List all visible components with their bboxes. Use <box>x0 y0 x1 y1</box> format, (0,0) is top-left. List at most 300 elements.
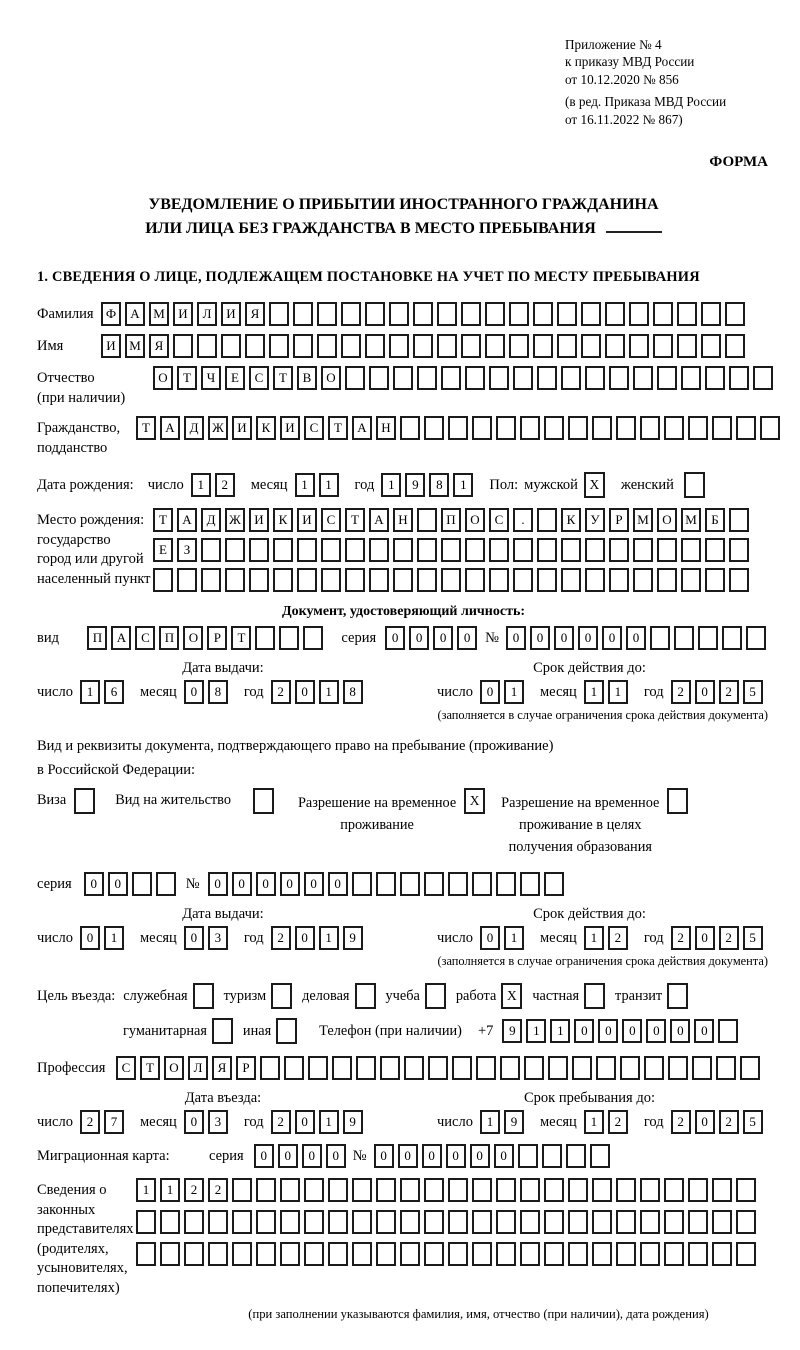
char-box[interactable]: А <box>111 626 131 650</box>
char-box[interactable]: Т <box>345 508 365 532</box>
char-box[interactable] <box>544 416 564 440</box>
char-box[interactable] <box>245 334 265 358</box>
char-box[interactable]: Ж <box>225 508 245 532</box>
char-box[interactable]: 1 <box>550 1019 570 1043</box>
char-box[interactable] <box>279 626 299 650</box>
char-box[interactable]: 0 <box>530 626 550 650</box>
char-box[interactable] <box>520 1178 540 1202</box>
char-box[interactable] <box>753 366 773 390</box>
char-box[interactable] <box>303 626 323 650</box>
char-box[interactable] <box>417 568 437 592</box>
char-box[interactable] <box>760 416 780 440</box>
date-char-box[interactable]: 1 <box>480 1110 500 1134</box>
char-box[interactable] <box>208 1242 228 1266</box>
date-char-box[interactable]: 6 <box>104 680 124 704</box>
char-box[interactable]: 0 <box>670 1019 690 1043</box>
char-box[interactable] <box>365 302 385 326</box>
char-box[interactable] <box>568 416 588 440</box>
char-box[interactable] <box>280 1242 300 1266</box>
char-box[interactable] <box>605 302 625 326</box>
char-box[interactable]: И <box>249 508 269 532</box>
char-box[interactable]: М <box>149 302 169 326</box>
date-char-box[interactable]: 0 <box>295 1110 315 1134</box>
char-box[interactable]: И <box>173 302 193 326</box>
char-box[interactable] <box>557 302 577 326</box>
char-box[interactable] <box>592 1210 612 1234</box>
char-box[interactable] <box>308 1056 328 1080</box>
char-box[interactable] <box>424 1178 444 1202</box>
char-box[interactable]: 0 <box>578 626 598 650</box>
date-char-box[interactable]: 1 <box>295 473 315 497</box>
purpose-option-checkbox[interactable] <box>193 983 214 1009</box>
char-box[interactable]: А <box>125 302 145 326</box>
char-box[interactable]: 1 <box>136 1178 156 1202</box>
char-box[interactable]: 0 <box>646 1019 666 1043</box>
char-box[interactable] <box>393 538 413 562</box>
char-box[interactable]: Ж <box>208 416 228 440</box>
char-box[interactable] <box>520 416 540 440</box>
char-box[interactable]: 0 <box>506 626 526 650</box>
char-box[interactable] <box>736 1210 756 1234</box>
char-box[interactable] <box>293 302 313 326</box>
purpose-option-checkbox[interactable] <box>667 983 688 1009</box>
char-box[interactable] <box>620 1056 640 1080</box>
char-box[interactable] <box>365 334 385 358</box>
char-box[interactable] <box>297 538 317 562</box>
date-char-box[interactable]: 2 <box>271 1110 291 1134</box>
char-box[interactable] <box>520 1242 540 1266</box>
char-box[interactable] <box>729 508 749 532</box>
char-box[interactable]: О <box>657 508 677 532</box>
char-box[interactable]: Н <box>393 508 413 532</box>
char-box[interactable] <box>633 538 653 562</box>
char-box[interactable] <box>400 872 420 896</box>
char-box[interactable]: В <box>297 366 317 390</box>
char-box[interactable] <box>640 1178 660 1202</box>
char-box[interactable] <box>448 1242 468 1266</box>
char-box[interactable] <box>701 302 721 326</box>
char-box[interactable]: Т <box>140 1056 160 1080</box>
char-box[interactable] <box>712 416 732 440</box>
char-box[interactable] <box>345 568 365 592</box>
char-box[interactable]: 0 <box>622 1019 642 1043</box>
char-box[interactable] <box>629 334 649 358</box>
char-box[interactable]: О <box>321 366 341 390</box>
char-box[interactable]: Н <box>376 416 396 440</box>
char-box[interactable] <box>393 568 413 592</box>
char-box[interactable]: 0 <box>328 872 348 896</box>
char-box[interactable] <box>561 568 581 592</box>
gender-female-checkbox[interactable] <box>684 472 705 498</box>
date-char-box[interactable]: 3 <box>208 926 228 950</box>
char-box[interactable]: 0 <box>470 1144 490 1168</box>
char-box[interactable] <box>585 538 605 562</box>
char-box[interactable] <box>592 1242 612 1266</box>
char-box[interactable]: С <box>321 508 341 532</box>
char-box[interactable]: 0 <box>446 1144 466 1168</box>
char-box[interactable]: 0 <box>374 1144 394 1168</box>
char-box[interactable]: К <box>273 508 293 532</box>
char-box[interactable] <box>664 1242 684 1266</box>
char-box[interactable] <box>465 366 485 390</box>
char-box[interactable]: 9 <box>502 1019 522 1043</box>
purpose-option-checkbox[interactable] <box>212 1018 233 1044</box>
char-box[interactable] <box>496 872 516 896</box>
char-box[interactable] <box>688 416 708 440</box>
char-box[interactable] <box>304 1178 324 1202</box>
char-box[interactable] <box>437 334 457 358</box>
date-char-box[interactable]: 2 <box>671 1110 691 1134</box>
char-box[interactable] <box>448 416 468 440</box>
date-char-box[interactable]: 1 <box>319 1110 339 1134</box>
char-box[interactable] <box>537 538 557 562</box>
char-box[interactable] <box>496 1178 516 1202</box>
char-box[interactable]: 0 <box>280 872 300 896</box>
date-char-box[interactable]: 1 <box>608 680 628 704</box>
char-box[interactable]: И <box>297 508 317 532</box>
date-char-box[interactable]: 0 <box>184 926 204 950</box>
purpose-option-checkbox[interactable] <box>425 983 446 1009</box>
char-box[interactable] <box>448 1178 468 1202</box>
date-char-box[interactable]: 1 <box>584 680 604 704</box>
char-box[interactable] <box>561 538 581 562</box>
char-box[interactable] <box>232 1178 252 1202</box>
char-box[interactable] <box>173 334 193 358</box>
date-char-box[interactable]: 5 <box>743 926 763 950</box>
char-box[interactable] <box>280 1178 300 1202</box>
char-box[interactable] <box>376 1210 396 1234</box>
char-box[interactable] <box>428 1056 448 1080</box>
char-box[interactable] <box>417 366 437 390</box>
char-box[interactable]: 0 <box>554 626 574 650</box>
char-box[interactable] <box>485 302 505 326</box>
char-box[interactable]: С <box>249 366 269 390</box>
char-box[interactable] <box>520 1210 540 1234</box>
char-box[interactable] <box>592 1178 612 1202</box>
char-box[interactable] <box>500 1056 520 1080</box>
char-box[interactable]: А <box>352 416 372 440</box>
date-char-box[interactable]: 1 <box>80 680 100 704</box>
date-char-box[interactable]: 8 <box>208 680 228 704</box>
char-box[interactable] <box>225 538 245 562</box>
char-box[interactable] <box>537 366 557 390</box>
char-box[interactable] <box>681 538 701 562</box>
char-box[interactable]: Е <box>153 538 173 562</box>
char-box[interactable] <box>221 334 241 358</box>
char-box[interactable] <box>400 1210 420 1234</box>
char-box[interactable] <box>376 1242 396 1266</box>
char-box[interactable] <box>160 1210 180 1234</box>
char-box[interactable] <box>404 1056 424 1080</box>
char-box[interactable] <box>489 568 509 592</box>
date-char-box[interactable]: 0 <box>695 680 715 704</box>
date-char-box[interactable]: 1 <box>453 473 473 497</box>
char-box[interactable]: 0 <box>574 1019 594 1043</box>
char-box[interactable] <box>448 872 468 896</box>
char-box[interactable]: П <box>441 508 461 532</box>
char-box[interactable] <box>572 1056 592 1080</box>
char-box[interactable] <box>369 568 389 592</box>
char-box[interactable]: Я <box>212 1056 232 1080</box>
char-box[interactable] <box>153 568 173 592</box>
char-box[interactable]: 0 <box>208 872 228 896</box>
char-box[interactable]: Б <box>705 508 725 532</box>
char-box[interactable] <box>616 416 636 440</box>
char-box[interactable] <box>566 1144 586 1168</box>
char-box[interactable] <box>269 334 289 358</box>
char-box[interactable]: П <box>159 626 179 650</box>
char-box[interactable] <box>341 302 361 326</box>
char-box[interactable]: Л <box>197 302 217 326</box>
char-box[interactable]: 0 <box>385 626 405 650</box>
char-box[interactable] <box>746 626 766 650</box>
option-residence-permit-checkbox[interactable] <box>253 788 274 814</box>
char-box[interactable]: О <box>465 508 485 532</box>
char-box[interactable] <box>629 302 649 326</box>
char-box[interactable] <box>321 568 341 592</box>
char-box[interactable] <box>177 568 197 592</box>
char-box[interactable] <box>736 416 756 440</box>
char-box[interactable] <box>616 1210 636 1234</box>
date-char-box[interactable]: 2 <box>719 680 739 704</box>
char-box[interactable]: У <box>585 508 605 532</box>
char-box[interactable]: О <box>153 366 173 390</box>
char-box[interactable] <box>496 1242 516 1266</box>
char-box[interactable] <box>592 416 612 440</box>
char-box[interactable] <box>692 1056 712 1080</box>
char-box[interactable] <box>249 538 269 562</box>
char-box[interactable]: 2 <box>208 1178 228 1202</box>
date-char-box[interactable]: 2 <box>671 926 691 950</box>
char-box[interactable] <box>249 568 269 592</box>
char-box[interactable] <box>633 568 653 592</box>
char-box[interactable] <box>369 538 389 562</box>
date-char-box[interactable]: 7 <box>104 1110 124 1134</box>
char-box[interactable] <box>725 302 745 326</box>
char-box[interactable] <box>225 568 245 592</box>
char-box[interactable] <box>698 626 718 650</box>
option-temp-residence-education-checkbox[interactable] <box>667 788 688 814</box>
char-box[interactable] <box>452 1056 472 1080</box>
char-box[interactable] <box>712 1178 732 1202</box>
char-box[interactable]: Т <box>231 626 251 650</box>
char-box[interactable]: А <box>160 416 180 440</box>
char-box[interactable] <box>544 872 564 896</box>
char-box[interactable] <box>616 1178 636 1202</box>
char-box[interactable]: 0 <box>433 626 453 650</box>
char-box[interactable] <box>716 1056 736 1080</box>
char-box[interactable]: 0 <box>598 1019 618 1043</box>
char-box[interactable] <box>461 302 481 326</box>
char-box[interactable] <box>568 1210 588 1234</box>
date-char-box[interactable]: 1 <box>319 473 339 497</box>
date-char-box[interactable]: 9 <box>343 1110 363 1134</box>
char-box[interactable]: Р <box>236 1056 256 1080</box>
char-box[interactable] <box>596 1056 616 1080</box>
char-box[interactable] <box>640 1242 660 1266</box>
char-box[interactable] <box>677 334 697 358</box>
date-char-box[interactable]: 9 <box>343 926 363 950</box>
char-box[interactable] <box>328 1210 348 1234</box>
char-box[interactable] <box>544 1242 564 1266</box>
char-box[interactable]: А <box>369 508 389 532</box>
char-box[interactable]: 0 <box>304 872 324 896</box>
char-box[interactable] <box>590 1144 610 1168</box>
char-box[interactable] <box>400 1242 420 1266</box>
char-box[interactable] <box>688 1178 708 1202</box>
char-box[interactable] <box>273 538 293 562</box>
char-box[interactable]: И <box>280 416 300 440</box>
option-temp-residence-checkbox[interactable]: X <box>464 788 485 814</box>
char-box[interactable] <box>184 1242 204 1266</box>
char-box[interactable]: Д <box>184 416 204 440</box>
char-box[interactable] <box>664 1178 684 1202</box>
date-char-box[interactable]: 3 <box>208 1110 228 1134</box>
char-box[interactable] <box>304 1242 324 1266</box>
char-box[interactable] <box>255 626 275 650</box>
char-box[interactable] <box>581 334 601 358</box>
char-box[interactable]: 2 <box>184 1178 204 1202</box>
char-box[interactable] <box>496 1210 516 1234</box>
char-box[interactable] <box>677 302 697 326</box>
char-box[interactable]: С <box>135 626 155 650</box>
char-box[interactable]: 0 <box>422 1144 442 1168</box>
char-box[interactable] <box>317 334 337 358</box>
char-box[interactable] <box>496 416 516 440</box>
char-box[interactable] <box>736 1178 756 1202</box>
char-box[interactable] <box>657 538 677 562</box>
char-box[interactable] <box>136 1242 156 1266</box>
char-box[interactable]: И <box>232 416 252 440</box>
char-box[interactable] <box>633 366 653 390</box>
char-box[interactable] <box>352 1178 372 1202</box>
char-box[interactable] <box>718 1019 738 1043</box>
char-box[interactable] <box>729 366 749 390</box>
char-box[interactable]: О <box>183 626 203 650</box>
char-box[interactable] <box>609 538 629 562</box>
char-box[interactable]: А <box>177 508 197 532</box>
char-box[interactable] <box>376 1178 396 1202</box>
char-box[interactable]: Я <box>245 302 265 326</box>
date-char-box[interactable]: 2 <box>271 680 291 704</box>
char-box[interactable] <box>609 366 629 390</box>
char-box[interactable] <box>557 334 577 358</box>
char-box[interactable] <box>537 568 557 592</box>
char-box[interactable] <box>321 538 341 562</box>
char-box[interactable] <box>722 626 742 650</box>
char-box[interactable] <box>513 538 533 562</box>
date-char-box[interactable]: 5 <box>743 680 763 704</box>
char-box[interactable] <box>489 538 509 562</box>
char-box[interactable] <box>657 366 677 390</box>
date-char-box[interactable]: 0 <box>184 680 204 704</box>
char-box[interactable]: 0 <box>457 626 477 650</box>
char-box[interactable]: Л <box>188 1056 208 1080</box>
date-char-box[interactable]: 0 <box>295 926 315 950</box>
char-box[interactable] <box>533 302 553 326</box>
char-box[interactable] <box>156 872 176 896</box>
date-char-box[interactable]: 1 <box>504 680 524 704</box>
char-box[interactable] <box>725 334 745 358</box>
char-box[interactable] <box>640 416 660 440</box>
char-box[interactable] <box>476 1056 496 1080</box>
char-box[interactable] <box>705 568 725 592</box>
char-box[interactable] <box>345 538 365 562</box>
char-box[interactable] <box>424 416 444 440</box>
char-box[interactable] <box>581 302 601 326</box>
char-box[interactable] <box>644 1056 664 1080</box>
char-box[interactable] <box>653 334 673 358</box>
char-box[interactable] <box>345 366 365 390</box>
date-char-box[interactable]: 5 <box>743 1110 763 1134</box>
char-box[interactable] <box>585 366 605 390</box>
char-box[interactable] <box>712 1210 732 1234</box>
date-char-box[interactable]: 0 <box>695 926 715 950</box>
char-box[interactable] <box>729 568 749 592</box>
char-box[interactable] <box>208 1210 228 1234</box>
char-box[interactable] <box>561 366 581 390</box>
char-box[interactable] <box>201 568 221 592</box>
char-box[interactable] <box>472 416 492 440</box>
char-box[interactable] <box>585 568 605 592</box>
char-box[interactable] <box>424 1210 444 1234</box>
char-box[interactable] <box>524 1056 544 1080</box>
char-box[interactable] <box>472 1242 492 1266</box>
char-box[interactable] <box>136 1210 156 1234</box>
char-box[interactable]: Т <box>153 508 173 532</box>
char-box[interactable]: 0 <box>409 626 429 650</box>
char-box[interactable] <box>542 1144 562 1168</box>
char-box[interactable] <box>293 334 313 358</box>
char-box[interactable] <box>184 1210 204 1234</box>
date-char-box[interactable]: 1 <box>191 473 211 497</box>
char-box[interactable] <box>548 1056 568 1080</box>
char-box[interactable]: М <box>125 334 145 358</box>
date-char-box[interactable]: 9 <box>405 473 425 497</box>
char-box[interactable]: 1 <box>160 1178 180 1202</box>
char-box[interactable] <box>489 366 509 390</box>
char-box[interactable] <box>465 538 485 562</box>
char-box[interactable] <box>328 1242 348 1266</box>
char-box[interactable]: Е <box>225 366 245 390</box>
char-box[interactable] <box>424 872 444 896</box>
char-box[interactable] <box>640 1210 660 1234</box>
char-box[interactable] <box>389 302 409 326</box>
char-box[interactable] <box>472 1210 492 1234</box>
char-box[interactable]: Т <box>328 416 348 440</box>
char-box[interactable] <box>616 1242 636 1266</box>
purpose-option-checkbox[interactable] <box>355 983 376 1009</box>
char-box[interactable]: М <box>633 508 653 532</box>
option-visa-checkbox[interactable] <box>74 788 95 814</box>
char-box[interactable]: 0 <box>694 1019 714 1043</box>
date-char-box[interactable]: 2 <box>608 926 628 950</box>
char-box[interactable]: 0 <box>254 1144 274 1168</box>
char-box[interactable]: С <box>304 416 324 440</box>
char-box[interactable] <box>674 626 694 650</box>
date-char-box[interactable]: 0 <box>480 926 500 950</box>
char-box[interactable] <box>256 1178 276 1202</box>
date-char-box[interactable]: 1 <box>584 1110 604 1134</box>
char-box[interactable] <box>413 302 433 326</box>
gender-male-checkbox[interactable]: X <box>584 472 605 498</box>
char-box[interactable] <box>688 1242 708 1266</box>
char-box[interactable] <box>304 1210 324 1234</box>
char-box[interactable] <box>520 872 540 896</box>
char-box[interactable] <box>650 626 670 650</box>
char-box[interactable] <box>376 872 396 896</box>
char-box[interactable] <box>256 1242 276 1266</box>
